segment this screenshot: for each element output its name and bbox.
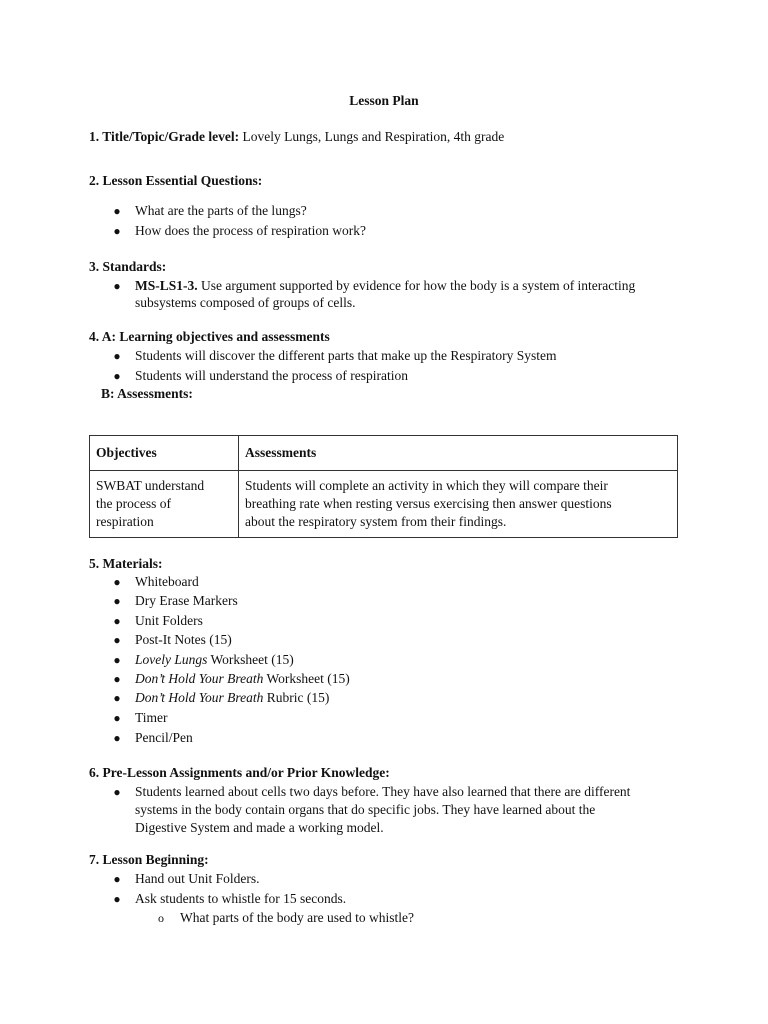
standard-line-1 (135, 278, 635, 294)
bullet-icon: ● (113, 653, 121, 667)
section-5-label: 5. Materials: (89, 556, 163, 571)
material-text: Pencil/Pen (135, 730, 193, 745)
material-text: Post-It Notes (15) (135, 632, 232, 647)
assessments-label: B: Assessments: (101, 386, 193, 401)
material-italic: Don’t Hold Your Breath (135, 671, 264, 686)
bullet-icon: ● (113, 672, 121, 686)
bullet-icon: ● (113, 575, 121, 589)
material-item (135, 710, 168, 726)
bullet-icon: ● (113, 349, 121, 363)
prior-knowledge-line: systems in the body contain organs that do specific jobs. They have learned about the (135, 802, 596, 817)
material-text: Unit Folders (135, 613, 203, 628)
bullet-icon: ● (113, 614, 121, 628)
bullet-icon: ● (113, 892, 121, 906)
objective-item: Students will discover the different parts that make up the Respiratory System (135, 348, 557, 363)
objectives-assessments-table (89, 435, 678, 538)
cell-line: SWBAT understand (96, 478, 205, 493)
bullet-icon: ● (113, 224, 121, 238)
table-header-objectives: Objectives (90, 436, 239, 471)
section-7-label: 7. Lesson Beginning: (89, 852, 209, 867)
bullet-icon: ● (113, 731, 121, 745)
bullet-icon: ● (113, 594, 121, 608)
material-italic: Don’t Hold Your Breath (135, 690, 264, 705)
cell-line: respiration (96, 514, 154, 529)
table-cell-assessment (239, 471, 678, 538)
sub-bullet-icon: o (158, 911, 164, 925)
bullet-icon: ● (113, 279, 121, 293)
beginning-item: Hand out Unit Folders. (135, 871, 260, 886)
bullet-icon: ● (113, 204, 121, 218)
cell-line: the process of (96, 496, 171, 511)
standard-code: MS-LS1-3. (135, 278, 198, 293)
material-text: Worksheet (15) (207, 652, 294, 667)
section-6-label: 6. Pre-Lesson Assignments and/or Prior Knowledge: (89, 765, 390, 780)
table-header-assessments: Assessments (239, 436, 678, 471)
cell-line: about the respiratory system from their findings. (245, 514, 507, 529)
bullet-icon: ● (113, 872, 121, 886)
beginning-sub-item: What parts of the body are used to whistle? (180, 910, 414, 925)
table-row (90, 471, 678, 538)
cell-line: breathing rate when resting versus exercising then answer questions (245, 496, 612, 511)
material-text: Rubric (15) (263, 690, 330, 705)
prior-knowledge-line: Students learned about cells two days before. They have also learned that there are different (135, 784, 631, 799)
bullet-icon: ● (113, 711, 121, 725)
section-1-label: 1. Title/Topic/Grade level: (89, 129, 240, 144)
prior-knowledge-line: Digestive System and made a working model. (135, 820, 384, 835)
standard-line-2: subsystems composed of groups of cells. (135, 295, 356, 310)
section-title-topic (89, 129, 504, 145)
question-item: How does the process of respiration work? (135, 223, 366, 238)
material-item (135, 574, 199, 590)
bullet-icon: ● (113, 369, 121, 383)
standard-text: Use argument supported by evidence for how the body is a system of interacting (197, 278, 636, 293)
section-3-label: 3. Standards: (89, 259, 167, 274)
bullet-icon: ● (113, 633, 121, 647)
material-item (135, 652, 294, 668)
page-title: Lesson Plan (349, 93, 419, 108)
section-4-label: 4. A: Learning objectives and assessments (89, 329, 330, 344)
question-item: What are the parts of the lungs? (135, 203, 307, 218)
section-1-value: Lovely Lungs, Lungs and Respiration, 4th grade (239, 129, 505, 144)
cell-line: Students will complete an activity in which they will compare their (245, 478, 608, 493)
material-italic: Lovely Lungs (135, 652, 208, 667)
material-item (135, 730, 193, 746)
material-item (135, 632, 232, 648)
material-text: Timer (135, 710, 168, 725)
material-item (135, 593, 238, 609)
table-header-row (90, 436, 678, 471)
objective-item: Students will understand the process of respiration (135, 368, 408, 383)
bullet-icon: ● (113, 691, 121, 705)
material-text: Dry Erase Markers (135, 593, 238, 608)
material-item (135, 613, 203, 629)
material-text: Whiteboard (135, 574, 199, 589)
bullet-icon: ● (113, 785, 121, 799)
material-item (135, 690, 329, 706)
section-2-label: 2. Lesson Essential Questions: (89, 173, 263, 188)
beginning-item: Ask students to whistle for 15 seconds. (135, 891, 347, 906)
material-item (135, 671, 350, 687)
table-cell-objective (90, 471, 239, 538)
material-text: Worksheet (15) (263, 671, 350, 686)
